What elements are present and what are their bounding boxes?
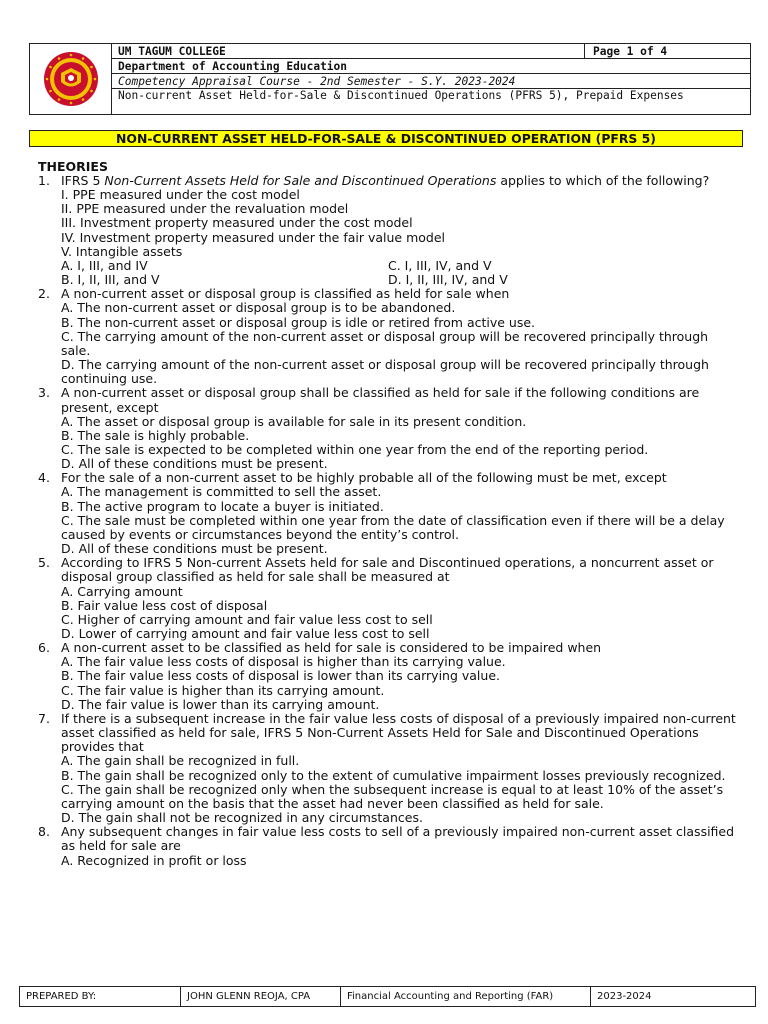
answer-option: A. I, III, and IV: [61, 257, 148, 273]
question-stem: According to IFRS 5 Non-current Assets held for sale and Discontinued operations, a noncurrent asset or disposal group classified as held for sale shall be measured at: [61, 555, 714, 585]
answer-option: C. The sale must be completed within one year from the date of classification even if there will be a delay caused by events or circumstances beyond the entity’s control.: [61, 512, 725, 542]
logo-cell: [30, 44, 112, 114]
topic-title: Non-current Asset Held-for-Sale & Discontinued Operations (PFRS 5), Prepaid Expenses: [118, 89, 684, 102]
question-8: [38, 825, 738, 867]
question-number: 3.: [38, 385, 50, 401]
prepared-by-label: PREPARED BY:: [20, 987, 181, 1006]
statement-item: III. Investment property measured under the cost model: [61, 215, 413, 231]
statement-item: IV. Investment property measured under the fair value model: [61, 229, 446, 245]
answer-option: A. The fair value less costs of disposal is higher than its carrying value.: [61, 654, 506, 670]
choices-row: [61, 273, 738, 287]
answer-option: D. I, II, III, IV, and V: [388, 272, 508, 288]
page-number: Page 1 of 4: [584, 44, 750, 58]
answer-option: D. All of these conditions must be present.: [61, 541, 328, 557]
question-number: 7.: [38, 710, 50, 726]
question-3: [38, 386, 738, 471]
question-1: [38, 174, 738, 287]
question-number: 6.: [38, 640, 50, 656]
choices-row: [61, 259, 738, 273]
questions-content: [38, 159, 738, 868]
answer-option: C. The sale is expected to be completed within one year from the end of the reporting period.: [61, 441, 649, 457]
question-stem: A non-current asset or disposal group shall be classified as held for sale if the following conditions are present, except: [61, 385, 700, 415]
school-year: 2023-2024: [597, 991, 652, 1002]
question-number: 4.: [38, 470, 50, 486]
answer-option: B. I, II, III, and V: [61, 272, 160, 288]
answer-option: A. The non-current asset or disposal group is to be abandoned.: [61, 300, 456, 316]
answer-option: C. The gain shall be recognized only when the subsequent increase is equal to at least 10% of the asset’s carrying amount on the basis that the asset had never been classified as held for sale.: [61, 781, 724, 811]
answer-option: A. The asset or disposal group is available for sale in its present condition.: [61, 413, 527, 429]
theories-heading: THEORIES: [38, 159, 108, 174]
answer-option: B. The gain shall be recognized only to the extent of cumulative impairment losses previously recognized.: [61, 767, 726, 783]
question-stem: If there is a subsequent increase in the fair value less costs of disposal of a previously impaired non-current asset classified as held for sale, IFRS 5 Non-Current Assets Held for Sale and Discontinued Operations provides that: [61, 710, 736, 755]
header-info: [112, 44, 750, 114]
question-stem: Any subsequent changes in fair value less costs to sell of a previously impaired non-current asset classified as held for sale are: [61, 824, 735, 854]
document-footer: [19, 986, 756, 1007]
answer-option: D. The fair value is lower than its carrying amount.: [61, 696, 380, 712]
answer-option: B. The sale is highly probable.: [61, 427, 250, 443]
statement-item: V. Intangible assets: [61, 243, 183, 259]
question-4: [38, 471, 738, 556]
question-stem: A non-current asset or disposal group is classified as held for sale when: [61, 286, 510, 302]
document-header: [29, 43, 751, 115]
answer-option: B. The fair value less costs of disposal is lower than its carrying value.: [61, 668, 500, 684]
answer-option: C. I, III, IV, and V: [388, 257, 492, 273]
answer-option: C. The fair value is higher than its carrying amount.: [61, 682, 385, 698]
answer-option: B. The active program to locate a buyer is initiated.: [61, 498, 384, 514]
answer-option: A. Carrying amount: [61, 583, 183, 599]
question-2: [38, 287, 738, 386]
preparer-name: JOHN GLENN REOJA, CPA: [181, 987, 341, 1006]
department-name: Department of Accounting Education: [112, 59, 750, 74]
answer-option: D. The gain shall not be recognized in any circumstances.: [61, 810, 423, 826]
header-row-college: [112, 44, 750, 59]
college-seal-icon: [43, 51, 99, 107]
answer-option: B. The non-current asset or disposal group is idle or retired from active use.: [61, 314, 536, 330]
answer-option: B. Fair value less cost of disposal: [61, 597, 268, 613]
question-7: [38, 712, 738, 825]
statement-item: II. PPE measured under the revaluation model: [61, 201, 349, 217]
answer-option: D. All of these conditions must be present.: [61, 456, 328, 472]
answer-option: D. The carrying amount of the non-current asset or disposal group will be recovered principally through continuing use.: [61, 357, 709, 387]
course-name: Competency Appraisal Course - 2nd Semester - S.Y. 2023-2024: [112, 74, 750, 89]
answer-option: D. Lower of carrying amount and fair value less cost to sell: [61, 626, 430, 641]
question-stem: A non-current asset to be classified as held for sale is considered to be impaired when: [61, 640, 602, 656]
question-number: 5.: [38, 555, 50, 571]
answer-option: A. The gain shall be recognized in full.: [61, 753, 300, 769]
question-number: 2.: [38, 286, 50, 302]
question-number: 1.: [38, 173, 50, 188]
question-5: [38, 556, 738, 641]
question-number: 8.: [38, 824, 50, 840]
college-name: UM TAGUM COLLEGE: [118, 45, 226, 58]
answer-option: C. Higher of carrying amount and fair value less cost to sell: [61, 611, 433, 627]
statement-item: I. PPE measured under the cost model: [61, 187, 300, 203]
question-stem: IFRS 5 Non-Current Assets Held for Sale and Discontinued Operations applies to which of the following?: [61, 173, 710, 188]
question-6: [38, 641, 738, 712]
subject-name: Financial Accounting and Reporting (FAR): [341, 987, 591, 1006]
section-title: NON-CURRENT ASSET HELD-FOR-SALE & DISCONTINUED OPERATION (PFRS 5): [29, 130, 743, 147]
answer-option: C. The carrying amount of the non-current asset or disposal group will be recovered principally through sale.: [61, 328, 709, 358]
question-stem: For the sale of a non-current asset to be highly probable all of the following must be met, except: [61, 470, 667, 486]
answer-option: A. Recognized in profit or loss: [61, 852, 247, 868]
answer-option: A. The management is committed to sell the asset.: [61, 484, 382, 500]
